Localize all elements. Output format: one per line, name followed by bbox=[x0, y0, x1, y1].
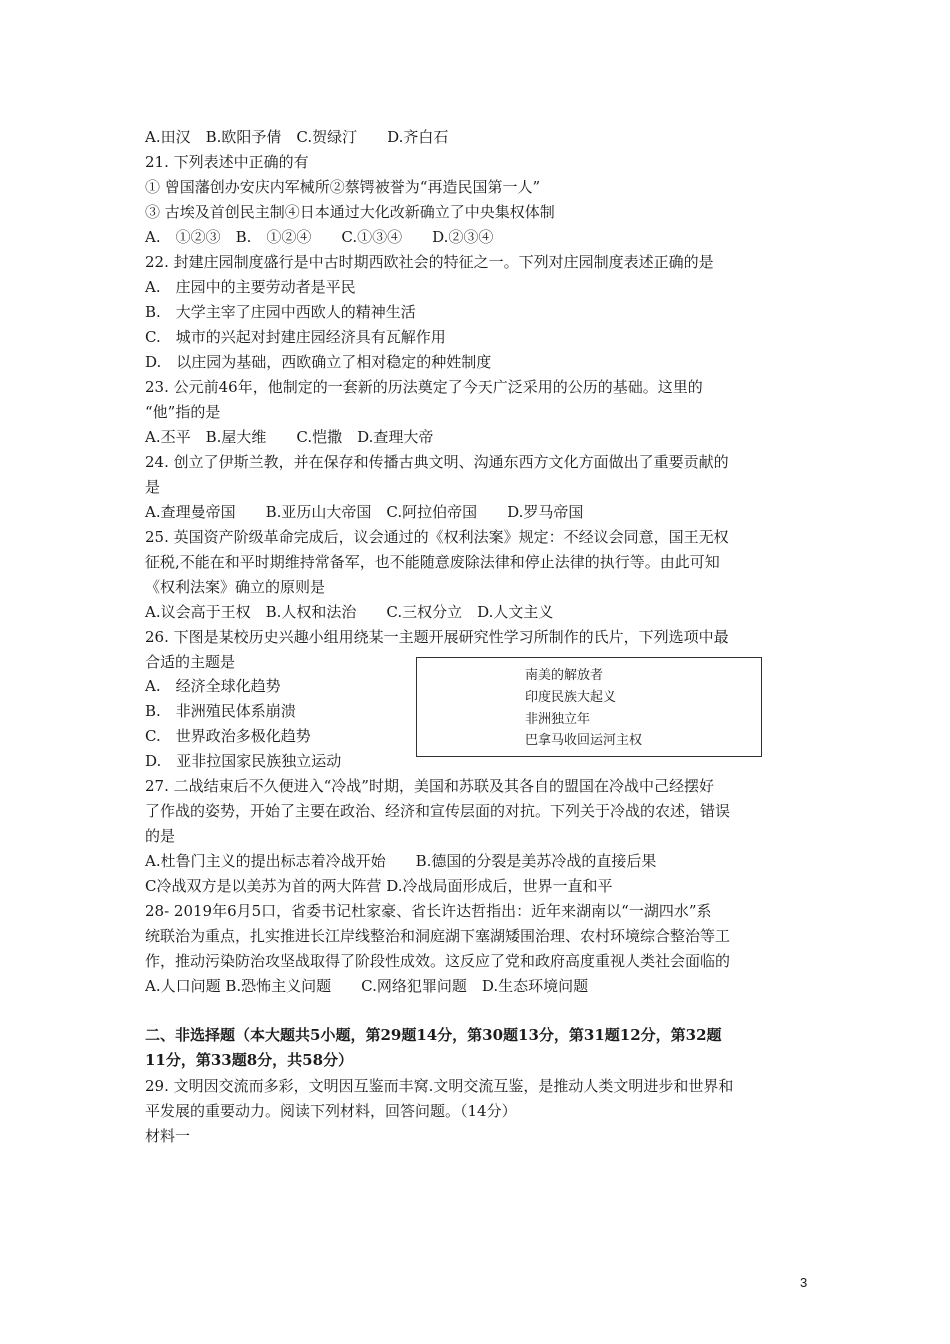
card-item: 印度民族大起义 bbox=[525, 690, 617, 705]
q23-options: A.丕平 B.屋大维 C.恺撒 D.查理大帝 bbox=[145, 428, 434, 446]
q26-option-c: C. 世界政治多极化趋势 bbox=[145, 727, 311, 745]
q21-statements-1: ① 曾国藩创办安庆内军械所②蔡锷被誉为“再造民国第一人” bbox=[145, 178, 541, 196]
page-number: 3 bbox=[800, 1275, 808, 1290]
q29-material-label: 材料一 bbox=[145, 1127, 191, 1145]
q23-stem-1: 23. 公元前46年，他制定的一套新的历法奠定了今天广泛采用的公历的基础。这里的 bbox=[145, 378, 703, 396]
q21-statements-2: ③ 古埃及首创民主制④日本通过大化改新确立了中央集权体制 bbox=[145, 203, 555, 221]
card-item: 南美的解放者 bbox=[525, 668, 604, 683]
q26-option-d: D. 亚非拉国家民族独立运动 bbox=[145, 752, 342, 770]
q26-option-b: B. 非洲殖民体系崩溃 bbox=[145, 702, 296, 720]
q21-options: A. ①②③ B. ①②④ C.①③④ D.②③④ bbox=[145, 228, 494, 246]
q25-options: A.议会高于王权 B.人权和法治 C.三权分立 D.人文主义 bbox=[145, 603, 554, 621]
q29-stem-1: 29. 文明因交流而多彩，文明因互鉴而丰窝.文明交流互鉴，是推动人类文明进步和世界和 bbox=[145, 1077, 734, 1095]
q27-options-cd: C冷战双方是以美苏为首的两大阵营 D.冷战局面形成后，世界一直和平 bbox=[145, 877, 613, 895]
q24-stem-2: 是 bbox=[145, 478, 161, 496]
card-item: 非洲独立年 bbox=[525, 712, 591, 727]
q25-stem-2: 征税,不能在和平时期维持常备军，也不能随意废除法律和停止法律的执行等。由此可知 bbox=[145, 553, 720, 571]
section-title-line1: 二、非选择题（本大题共5小题，第29题14分，第30题13分，第31题12分，第32题 bbox=[145, 1026, 722, 1044]
q25-stem-1: 25. 英国资产阶级革命完成后，议会通过的《权利法案》规定：不经议会同意，国王无权 bbox=[145, 528, 729, 546]
q26-card-box bbox=[416, 657, 762, 757]
q25-stem-3: 《权利法案》确立的原则是 bbox=[145, 578, 326, 596]
card-item: 巴拿马收回运河主权 bbox=[525, 733, 643, 748]
q21-stem: 21. 下列表述中正确的有 bbox=[145, 153, 309, 171]
q26-stem-2: 合适的主题是 bbox=[145, 653, 236, 671]
q23-stem-2: “他”指的是 bbox=[145, 403, 221, 421]
section-title-line2: 11分，第33题8分，共58分） bbox=[145, 1051, 354, 1069]
q22-stem: 22. 封建庄园制度盛行是中古时期西欧社会的特征之一。下列对庄园制度表述正确的是 bbox=[145, 253, 714, 271]
q26-option-a: A. 经济全球化趋势 bbox=[145, 677, 281, 695]
q22-option-d: D. 以庄园为基础，西欧确立了相对稳定的种姓制度 bbox=[145, 353, 492, 371]
q28-options: A.人口问题 B.恐怖主义问题 C.网络犯罪问题 D.生态环境问题 bbox=[145, 977, 589, 995]
q22-option-c: C. 城市的兴起对封建庄园经济具有瓦解作用 bbox=[145, 328, 446, 346]
q27-options-ab: A.杜鲁门主义的提出标志着冷战开始 B.德国的分裂是美苏冷战的直接后果 bbox=[145, 852, 657, 870]
q20-options: A.田汉 B.欧阳予倩 C.贺绿汀 D.齐白石 bbox=[145, 128, 449, 146]
q26-stem-1: 26. 下图是某校历史兴趣小组用绕某一主题开展研究性学习所制作的氏片，下列选项中最 bbox=[145, 628, 729, 646]
q28-stem-3: 作，推动污染防治攻坚战取得了阶段性成效。这反应了党和政府高度重视人类社会面临的 bbox=[145, 952, 731, 970]
q27-stem-1: 27. 二战结束后不久便进入“冷战”时期，美国和苏联及其各自的盟国在冷战中己经摆好 bbox=[145, 777, 714, 795]
q24-stem-1: 24. 创立了伊斯兰教，并在保存和传播古典文明、沟通东西方文化方面做出了重要贡献的 bbox=[145, 453, 729, 471]
q22-option-a: A. 庄园中的主要劳动者是平民 bbox=[145, 278, 356, 296]
q28-stem-1: 28- 2019年6月5口，省委书记杜家豪、省长许达哲指出：近年来湖南以“一湖四水”系 bbox=[145, 902, 712, 920]
q27-stem-3: 的是 bbox=[145, 827, 176, 845]
q28-stem-2: 统联治为重点，扎实推进长江岸线整治和洞庭湖下塞湖矮围治理、农村环境综合整治等工 bbox=[145, 927, 731, 945]
q27-stem-2: 了作战的姿势，开始了主要在政治、经济和宣传层面的对抗。下列关于冷战的农述，错误 bbox=[145, 802, 731, 820]
q22-option-b: B. 大学主宰了庄园中西欧人的精神生活 bbox=[145, 303, 416, 321]
q24-options: A.查理曼帝国 B.亚历山大帝国 C.阿拉伯帝国 D.罗马帝国 bbox=[145, 503, 584, 521]
q29-stem-2: 平发展的重要动力。阅读下列材料，回答问题。（14分） bbox=[145, 1102, 517, 1120]
